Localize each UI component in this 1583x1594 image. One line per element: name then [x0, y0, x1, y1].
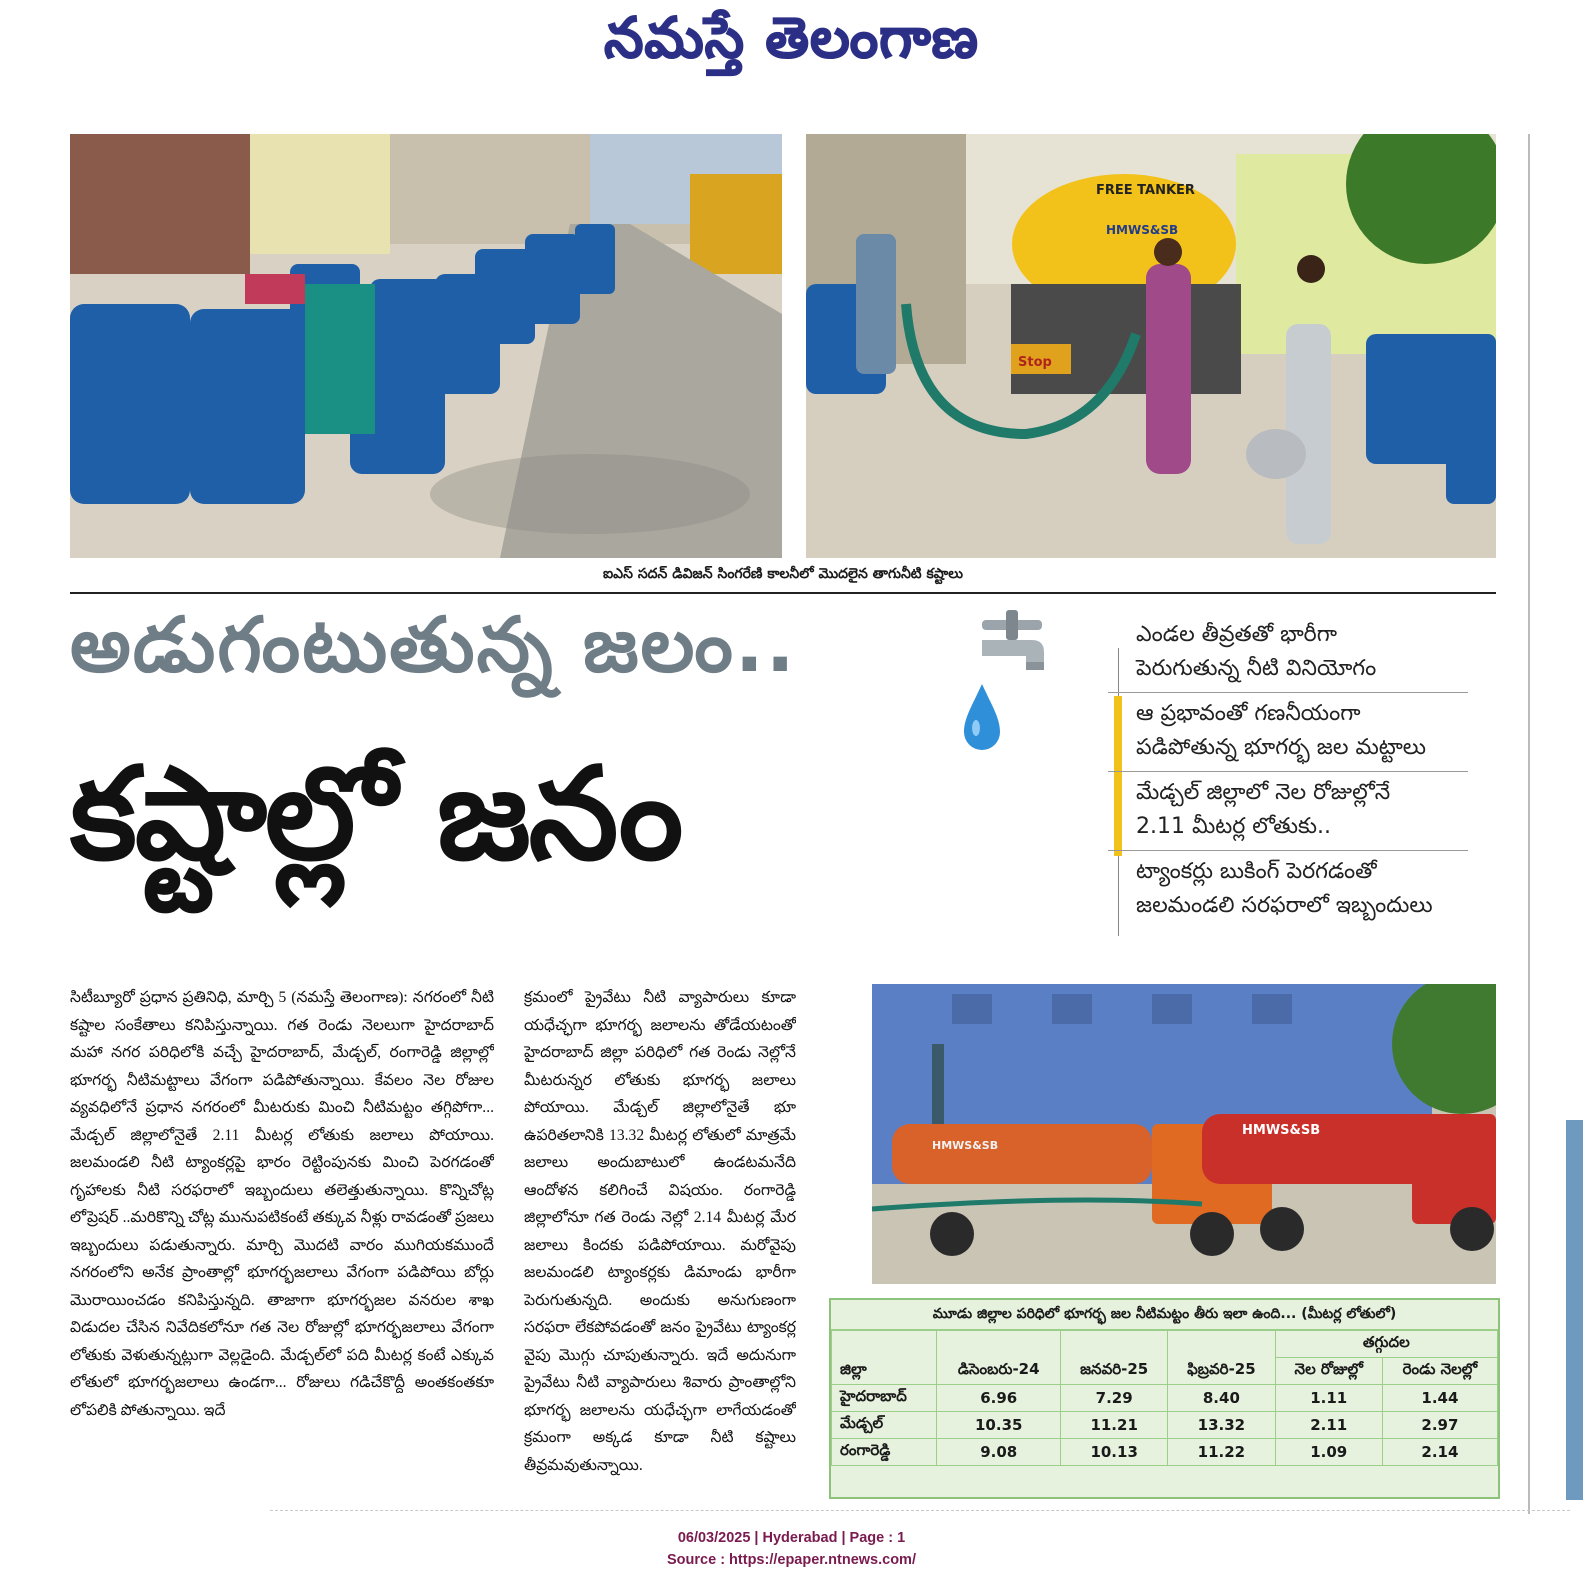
- highlight-line: ఆ ప్రభావంతో గణనీయంగా: [1136, 701, 1361, 726]
- highlight-line: ఎండల తీవ్రతతో భారీగా: [1136, 622, 1337, 647]
- table-cell: 2.97: [1382, 1412, 1497, 1439]
- tanker-label-stop: Stop: [1018, 355, 1052, 370]
- photo-water-drums: [70, 134, 782, 558]
- highlight-item: [1108, 772, 1468, 851]
- table-title: మూడు జిల్లాల పరిధిలో భూగర్భ జల నీటిమట్టం తీరు ఇలా ఉంది... (మీటర్ల లోతులో): [831, 1300, 1498, 1330]
- highlight-line: పడిపోతున్న భూగర్భ జల మట్టాలు: [1136, 735, 1426, 760]
- headline-line2: కష్టాల్లో జనం: [70, 740, 682, 889]
- table-cell: 13.32: [1168, 1412, 1275, 1439]
- table-grid: [831, 1330, 1498, 1466]
- table-header: నెల రోజుల్లో: [1275, 1358, 1382, 1385]
- tanker-label-free: FREE TANKER: [1096, 183, 1195, 198]
- page-footer: [0, 1527, 1583, 1571]
- page-edge-divider: [1528, 134, 1530, 1514]
- tanker-label-hmwssb: HMWS&SB: [1106, 223, 1179, 237]
- photo-hmwssb-tankers: [872, 984, 1496, 1284]
- table-cell: 10.35: [937, 1412, 1061, 1439]
- table-row: [832, 1385, 1498, 1412]
- article-column-2: క్రమంలో ప్రైవేటు నీటి వ్యాపారులు కూడా యధేచ్ఛగా భూగర్భ జలాలను తోడేయటంతో హైదరాబాద్ జిల్లా పరిధిలో గత రెండు నెల్లోనే మీటరున్నర లోతుకు భూగర్భ జలాలు పోయాయి. మేడ్చల్ జిల్లాలోనైతే భూ ఉపరితలానికి 13.32 మీటర్ల లోతులో మాత్రమే జలాలు అందుబాటులో ఉండటమనేది ఆందోళన కలిగించే విషయం. రంగారెడ్డి జిల్లాలోనూ గత రెండు నెల్లో 2.14 మీటర్ల మేర జలాలు కిందకు పడిపోయాయి. మరోవైపు జలమండలి ట్యాంకర్లకు డిమాండు భారీగా పెరుగుతున్నది. అందుకు అనుగుణంగా సరఫరా లేకపోవడంతో జనం ప్రైవేటు ట్యాంకర్ల వైపు మొగ్గు చూపుతున్నారు. ఇదే అదునుగా ప్రైవేటు నీటి వ్యాపారులు శివారు ప్రాంతాల్లోని భూగర్భ జలాలను యధేచ్ఛగా లాగేయడంతో క్రమంగా అక్కడ కూడా నీటి కష్టాలు తీవ్రమవుతున్నాయి.: [524, 989, 796, 1474]
- highlights-box: [1108, 614, 1468, 929]
- table-header: జనవరి-25: [1061, 1358, 1168, 1385]
- tanker-label-hmwssb-1: HMWS&SB: [932, 1139, 999, 1152]
- table-cell: 7.29: [1061, 1385, 1168, 1412]
- table-cell: 10.13: [1061, 1439, 1168, 1466]
- highlight-line: జలమండలి సరఫరాలో ఇబ్బందులు: [1136, 893, 1433, 918]
- masthead-title: నమస్తే తెలంగాణ: [604, 5, 979, 71]
- table-cell: 1.44: [1382, 1385, 1497, 1412]
- highlight-item: [1108, 851, 1468, 929]
- highlight-line: పెరుగుతున్న నీటి వినియోగం: [1136, 656, 1377, 681]
- table-cell: 11.22: [1168, 1439, 1275, 1466]
- table-cell: 2.14: [1382, 1439, 1497, 1466]
- table-header: జిల్లా: [832, 1358, 937, 1385]
- table-cell: 2.11: [1275, 1412, 1382, 1439]
- table-spacer-cell: [1168, 1331, 1275, 1358]
- highlight-line: ట్యాంకర్లు బుకింగ్ పెరగడంతో: [1136, 859, 1377, 884]
- caption-rule: [70, 592, 1496, 594]
- table-header-row: [832, 1358, 1498, 1385]
- table-cell: 9.08: [937, 1439, 1061, 1466]
- photo-caption: ఐఎస్ సదన్ డివిజన్ సింగరేణి కాలనీలో మొదలైన తాగునీటి కష్టాలు: [603, 566, 963, 582]
- table-cell: 8.40: [1168, 1385, 1275, 1412]
- highlight-line: 2.11 మీటర్ల లోతుకు..: [1136, 814, 1332, 839]
- highlight-line: మేడ్చల్ జిల్లాలో నెల రోజుల్లోనే: [1136, 780, 1391, 805]
- highlight-item: [1108, 614, 1468, 693]
- footer-dotted-rule: [270, 1510, 1570, 1511]
- table-cell: 1.09: [1275, 1439, 1382, 1466]
- table-spacer-cell: [832, 1331, 937, 1358]
- table-cell: 11.21: [1061, 1412, 1168, 1439]
- adjacent-page-photo-edge: [1566, 1120, 1583, 1500]
- table-header: డిసెంబరు-24: [937, 1358, 1061, 1385]
- table-cell: 6.96: [937, 1385, 1061, 1412]
- table-row: [832, 1439, 1498, 1466]
- table-spacer-cell: [1061, 1331, 1168, 1358]
- table-cell-district: హైదరాబాద్: [832, 1385, 937, 1412]
- highlight-item: [1108, 693, 1468, 772]
- table-spacer-cell: [937, 1331, 1061, 1358]
- groundwater-table: [829, 1298, 1500, 1499]
- photo-free-tanker: [806, 134, 1496, 558]
- table-cell: 1.11: [1275, 1385, 1382, 1412]
- masthead: [0, 0, 1583, 90]
- article-column-1: సిటీబ్యూరో ప్రధాన ప్రతినిధి, మార్చి 5 (నమస్తే తెలంగాణ): నగరంలో నీటి కష్టాల సంకేతాలు కనిపిస్తున్నాయి. గత రెండు నెలలుగా హైదరాబాద్ మహా నగర పరిధిలోకి వచ్చే హైదరాబాద్, మేడ్చల్, రంగారెడ్డి జిల్లాల్లో భూగర్భ నీటిమట్టాలు వేగంగా పడిపోతున్నాయి. కేవలం నెల రోజుల వ్యవధిలోనే ప్రధాన నగరంలో మీటరుకు మించి నీటిమట్టం తగ్గిపోగా... మేడ్చల్ జిల్లాలోనైతే 2.11 మీటర్ల లోతుకు జలాలు పోయాయి. జలమండలి నీటి ట్యాంకర్లపై భారం రెట్టింపునకు మించి పెరగడంతో గృహాలకు నీటి సరఫరాలో ఇబ్బందులు తలెత్తుతున్నాయి. కొన్నిచోట్ల లోప్రెషర్ ..మరికొన్ని చోట్ల మునుపటికంటే తక్కువ నీళ్లు రావడంతో ప్రజలు ఇబ్బందులు పడుతున్నారు. మార్చి మొదటి వారం ముగియకముందే నగరంలోని అనేక ప్రాంతాల్లో భూగర్భజలాలు వేగంగా పడిపోయి బోర్లు మొరాయించడం కనిపిస్తున్నది. తాజాగా భూగర్భజల వనరుల శాఖ విడుదల చేసిన నివేదికలోనూ గత నెల రోజుల్లో భూగర్భజలాలు వేగంగా లోతుకు వెళుతున్నట్లుగా వెల్లడైంది. మేడ్చల్‌లో పది మీటర్ల కంటే ఎక్కువ లోతులో భూగర్భజలాలు ఉండగా... రోజులు గడిచేకొద్దీ అంతకంతకూ లోపలికి పోతున్నాయి. ఇదే: [70, 989, 494, 1419]
- footer-date-page: 06/03/2025 | Hyderabad | Page : 1: [677, 1530, 906, 1546]
- table-header: ఫిబ్రవరి-25: [1168, 1358, 1275, 1385]
- table-cell-district: రంగారెడ్డి: [832, 1439, 937, 1466]
- table-group-header: తగ్గుదల: [1275, 1331, 1497, 1358]
- table-group-header-row: [832, 1331, 1498, 1358]
- table-row: [832, 1412, 1498, 1439]
- tanker-label-hmwssb-2: HMWS&SB: [1242, 1123, 1321, 1138]
- footer-source-link[interactable]: Source : https://epaper.ntnews.com/: [667, 1552, 916, 1568]
- table-cell-district: మేడ్చల్: [832, 1412, 937, 1439]
- table-header: రెండు నెలల్లో: [1382, 1358, 1497, 1385]
- headline-line1: అడుగంటుతున్న జలం..: [70, 600, 797, 689]
